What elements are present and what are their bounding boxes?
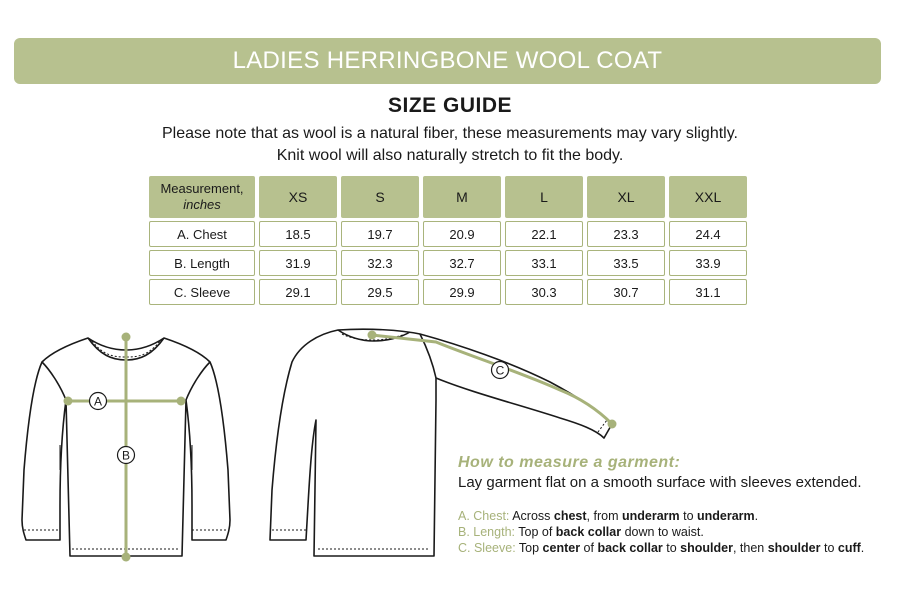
- chest-point-right: [177, 397, 186, 406]
- sleeve-point-cuff: [608, 420, 617, 429]
- sleeve-key: C. Sleeve:: [458, 541, 516, 555]
- row-label-chest: A. Chest: [149, 221, 255, 247]
- sleeve-point-collar: [368, 331, 377, 340]
- table-cell: 32.7: [423, 250, 501, 276]
- chest-text-4: .: [754, 509, 759, 523]
- sleeve-measure-line: [372, 335, 612, 424]
- size-guide-heading: SIZE GUIDE: [387, 94, 513, 117]
- table-cell: 32.3: [341, 250, 419, 276]
- length-text-1: Top of: [515, 525, 556, 539]
- front-right-armhole: [186, 362, 210, 400]
- table-cell: 30.3: [505, 279, 583, 305]
- size-header-s: S: [341, 176, 419, 218]
- sleeve-text-5: to: [820, 541, 838, 555]
- table-cell: 30.7: [587, 279, 665, 305]
- sleeve-text-2: of: [580, 541, 598, 555]
- table-cell: 18.5: [259, 221, 337, 247]
- chest-key: A. Chest:: [458, 509, 510, 523]
- length-point-top: [122, 333, 131, 342]
- measurement-header-label: Measurement,: [160, 181, 244, 196]
- row-label-length: B. Length: [149, 250, 255, 276]
- sleeve-bold-1: center: [542, 541, 581, 555]
- size-header-l: L: [505, 176, 583, 218]
- table-cell: 31.1: [669, 279, 747, 305]
- table-cell: 23.3: [587, 221, 665, 247]
- sleeve-bold-4: shoulder: [767, 541, 821, 555]
- sleeve-text-1: Top: [515, 541, 543, 555]
- chest-point-left: [64, 397, 73, 406]
- sleeve-text-4: , then: [732, 541, 768, 555]
- note-line-2: Knit wool will also naturally stretch to fit the body.: [276, 147, 624, 164]
- marker-c-label: C: [495, 363, 505, 378]
- table-cell: 33.9: [669, 250, 747, 276]
- length-bold-1: back collar: [555, 525, 622, 539]
- size-header-m: M: [423, 176, 501, 218]
- sleeve-measure-lines: [368, 331, 617, 429]
- size-header-xl: XL: [587, 176, 665, 218]
- chest-text-2: , from: [586, 509, 622, 523]
- sleeve-instruction: [458, 541, 864, 555]
- chest-text-1: Across: [509, 509, 554, 523]
- page-title: LADIES HERRINGBONE WOOL COAT: [232, 47, 663, 74]
- chest-instruction: [458, 509, 758, 523]
- table-cell: 24.4: [669, 221, 747, 247]
- marker-a-label: A: [93, 394, 103, 409]
- how-to-measure-description: Lay garment flat on a smooth surface with sleeves extended.: [458, 474, 862, 491]
- size-header-xxl: XXL: [669, 176, 747, 218]
- length-key: B. Length:: [458, 525, 515, 539]
- length-instruction: [458, 525, 704, 539]
- table-cell: 29.1: [259, 279, 337, 305]
- side-sleeve-cuff-stitch: [598, 420, 607, 432]
- sleeve-text-3: to: [662, 541, 681, 555]
- table-cell: 22.1: [505, 221, 583, 247]
- table-cell: 31.9: [259, 250, 337, 276]
- front-measure-lines: [64, 333, 186, 562]
- note-line-1: Please note that as wool is a natural fiber, these measurements may vary slightly.: [162, 125, 738, 142]
- table-cell: 29.9: [423, 279, 501, 305]
- front-left-armhole: [42, 362, 66, 400]
- length-text-2: down to waist.: [621, 525, 704, 539]
- sleeve-text-6: .: [860, 541, 865, 555]
- table-cell: 29.5: [341, 279, 419, 305]
- row-label-sleeve: C. Sleeve: [149, 279, 255, 305]
- length-point-bottom: [122, 553, 131, 562]
- marker-b-label: B: [121, 448, 131, 463]
- table-cell: 33.5: [587, 250, 665, 276]
- table-cell: 33.1: [505, 250, 583, 276]
- chest-bold-1: chest: [553, 509, 587, 523]
- how-to-measure-heading: How to measure a garment:: [458, 454, 681, 471]
- sleeve-bold-5: cuff: [837, 541, 861, 555]
- size-header-xs: XS: [259, 176, 337, 218]
- chest-bold-2: underarm: [621, 509, 680, 523]
- measurement-header-unit: inches: [183, 197, 221, 212]
- sleeve-bold-3: shoulder: [680, 541, 733, 555]
- chest-text-3: to: [679, 509, 697, 523]
- sleeve-bold-2: back collar: [597, 541, 663, 555]
- table-cell: 20.9: [423, 221, 501, 247]
- table-cell: 19.7: [341, 221, 419, 247]
- chest-bold-3: underarm: [697, 509, 755, 523]
